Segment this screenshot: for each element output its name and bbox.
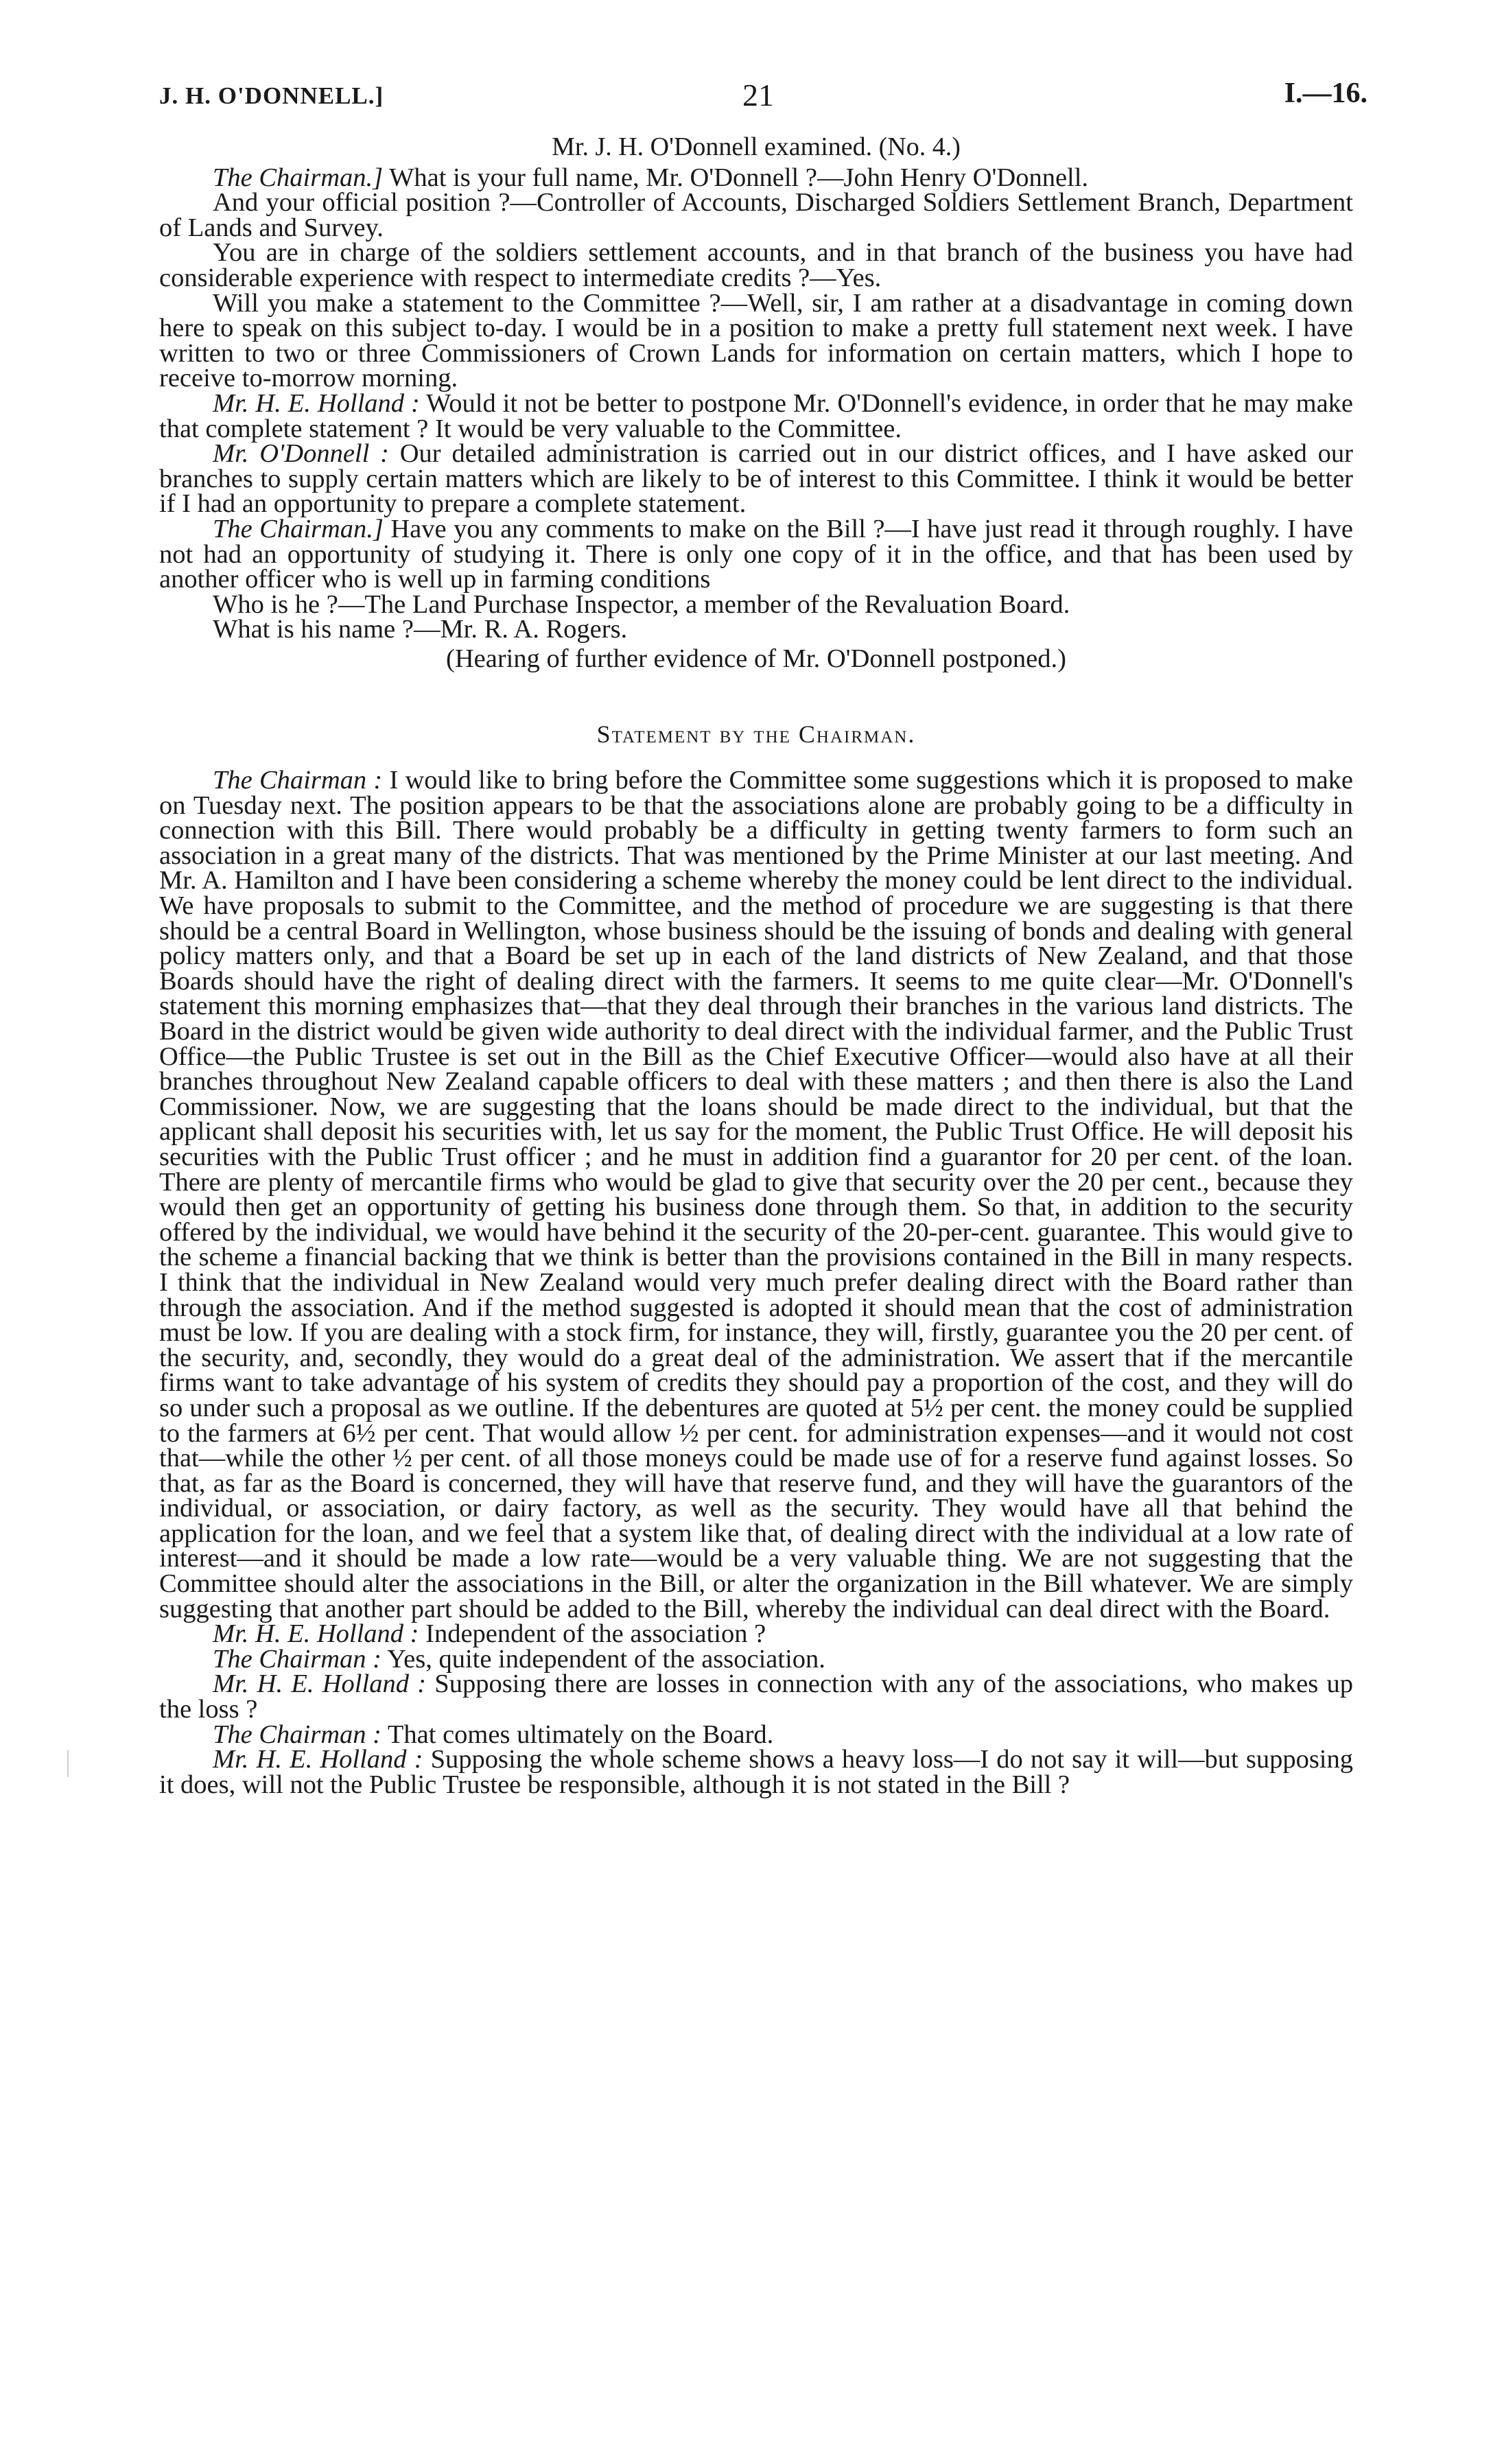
paragraph — [159, 589, 1353, 619]
paragraph — [159, 617, 1353, 642]
paragraph — [159, 1671, 1353, 1722]
header-witness: J. H. O'DONNELL.] — [159, 82, 384, 109]
paragraph-text: What is his name ?—Mr. R. A. Rogers. — [213, 615, 628, 644]
paragraph-text: Would it not be better to postpone Mr. O'Donnell's evidence, in order that he may make that complete statement ? It would be very valuable to the Committee. — [159, 388, 1353, 443]
speaker-label: Mr. H. E. Holland : — [213, 1745, 423, 1774]
speaker-label: Mr. H. E. Holland : — [213, 1619, 419, 1649]
paragraph — [159, 1644, 1353, 1674]
page-body — [159, 134, 1353, 1797]
paragraph-text: You are in charge of the soldiers settlement accounts, and in that branch of the business you have had considerable experience with respect to intermediate credits ?—Yes. — [159, 238, 1353, 292]
paragraph-text: Will you make a statement to the Committee ?—Well, sir, I am rather at a disadvantage in coming down here to speak on this subject to-day. I would be in a position to make a pretty full statement next week. I have written to two or three Commissioners of Crown Lands for information on certain matters, which I hope to receive to-morrow morning. — [159, 288, 1353, 393]
paragraph — [159, 768, 1353, 1621]
paragraph — [159, 190, 1353, 240]
paragraph-text: Have you any comments to make on the Bill ?—I have just read it through roughly. I have not had an opportunity of studying it. There is only one copy of it in the office, and that has been used by another officer who is well up in farming conditions — [159, 514, 1353, 594]
paragraph-text: Independent of the association ? — [419, 1619, 766, 1649]
paragraph — [159, 388, 1353, 443]
paragraph — [159, 288, 1353, 393]
paragraph — [159, 1621, 1353, 1647]
paragraph — [159, 441, 1353, 517]
paragraph — [159, 240, 1353, 290]
running-header — [159, 77, 1367, 118]
examination-section — [159, 165, 1353, 642]
statement-title: Statement by the Chairman. — [596, 720, 916, 749]
speaker-label: The Chairman.] — [213, 163, 384, 192]
postponement-note: (Hearing of further evidence of Mr. O'Donnell postponed.) — [446, 644, 1066, 673]
speaker-label: The Chairman : — [213, 1644, 381, 1674]
paragraph-text: Supposing the whole scheme shows a heavy loss—I do not say it will—but supposing it does, will not the Public Trustee be responsible, although it is not stated in the Bill ? — [159, 1745, 1353, 1799]
paragraph — [159, 165, 1353, 191]
paragraph-text: Who is he ?—The Land Purchase Inspector, a member of the Revaluation Board. — [213, 589, 1070, 619]
speaker-label: Mr. H. E. Holland : — [213, 1669, 427, 1699]
paragraph-text: I would like to bring before the Committee some suggestions which it is proposed to make on Tuesday next. The position appears to be that the associations alone are probably going to be a difficulty in connection with this Bill. There would probably be a difficulty in getting twenty farmers to form such an association in a great many of the districts. That was mentioned by the Prime Minister at our last meeting. And Mr. A. Hamilton and I have been considering a scheme whereby the money could be lent direct to the individual. We have proposals to submit to the Committee, and the method of procedure we are suggesting is that there should be a central Board in Wellington, whose business should be the issuing of bonds and dealing with general policy matters only, and that a Board be set up in each of the land districts of New Zealand, and that those Boards should have the right of dealing direct with the farmers. It seems to me quite clear—Mr. O'Donnell's statement this morning emphasizes that—that they deal through their branches in the various land districts. The Board in the district would be given wide authority to deal direct with the individual farmer, and the Public Trust Office—the Public Trustee is set out in the Bill as the Chief Executive Officer—would also have at all their branches throughout New Zealand capable officers to deal with these matters ; and then there is also the Land Commissioner. Now, we are suggesting that the loans should be made direct to the individual, but that the applicant shall deposit his securities with, let us say for the moment, the Public Trust Office. He will deposit his securities with the Public Trust officer ; and he must in addition find a guarantor for 20 per cent. of the loan. There are plenty of mercantile firms who would be glad to give that security over the 20 per cent., because they would then get an opportunity of getting his business done through them. So that, in addition to the security offered by the individual, we would have behind it the security of the 20-per-cent. guarantee. This would give to the scheme a financial backing that we think is better than the provisions contained in the Bill in many respects. I think that the individual in New Zealand would very much prefer dealing direct with the Board rather than through the association. And if the method suggested is adopted it should mean that the cost of administration must be low. If you are dealing with a stock firm, for instance, they will, firstly, guarantee you the 20 per cent. of the security, and, secondly, they would do a great deal of the administration. We assert that if the mercantile firms want to take advantage of his system of credits they should pay a proportion of the cost, and they will do so under such a proposal as we outline. If the debentures are quoted at 5½ per cent. the money could be supplied to the farmers at 6½ per cent. That would allow ½ per cent. for administration expenses—and it would not cost that—while the other ½ per cent. of all those moneys could be made use of for a reserve fund against losses. So that, as far as the Board is concerned, they will have that reserve fund, and they will have the guarantors of the individual, or association, or dairy factory, as well as the security. They would have all that behind the application for the loan, and we feel that a system like that, of dealing direct with the individual at a low rate of interest—and it should be made a low rate—would be a very valuable thing. We are not suggesting that the Committee should alter the associations in the Bill, or alter the organization in the Bill whatever. We are simply suggesting that another part should be added to the Bill, whereby the individual can deal direct with the Board. — [159, 766, 1353, 1623]
speaker-label: The Chairman : — [213, 766, 383, 795]
examination-heading: Mr. J. H. O'Donnell examined. (No. 4.) — [552, 132, 961, 161]
paragraph-text: And your official position ?—Controller of Accounts, Discharged Soldiers Settlement Branch, Department of Lands and Survey. — [159, 188, 1353, 242]
speaker-label: Mr. O'Donnell : — [213, 439, 389, 469]
paragraph — [159, 1747, 1353, 1797]
paragraph — [159, 1722, 1353, 1748]
paragraph-text: Supposing there are losses in connection with any of the associations, who makes up the loss ? — [159, 1669, 1353, 1724]
scan-mark — [67, 1750, 69, 1777]
paragraph-text: That comes ultimately on the Board. — [381, 1720, 774, 1749]
paragraph — [159, 514, 1353, 594]
paragraph-text: Our detailed administration is carried out in our district offices, and I have asked our branches to supply certain matters which are likely to be of interest to this Committee. I think it would be better if I had an opportunity to prepare a complete statement. — [159, 439, 1353, 519]
speaker-label: The Chairman.] — [213, 514, 384, 543]
paragraph-text: What is your full name, Mr. O'Donnell ?—John Henry O'Donnell. — [383, 163, 1089, 192]
paper-reference: I.—16. — [1284, 78, 1367, 109]
statement-section — [159, 768, 1353, 1797]
speaker-label: The Chairman : — [213, 1720, 381, 1749]
paragraph-text: Yes, quite independent of the association. — [381, 1644, 825, 1674]
speaker-label: Mr. H. E. Holland : — [213, 388, 420, 418]
page-number: 21 — [742, 78, 774, 113]
